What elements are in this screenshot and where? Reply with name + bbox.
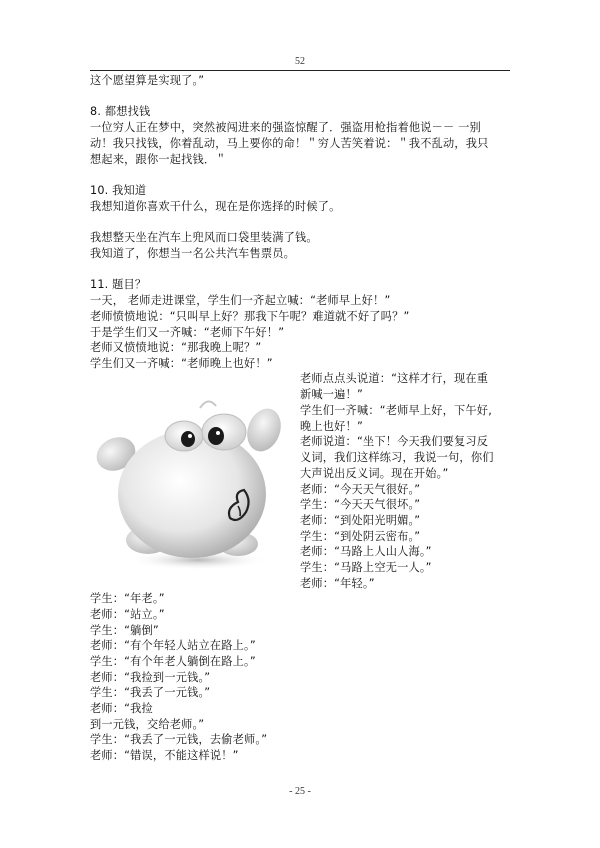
joke11-tail-line: 学生：“我丢了一元钱，去偷老师。” — [90, 733, 268, 746]
joke11-tail-line: 学生：“有个年老人躺倒在路上。” — [90, 655, 256, 668]
joke11-title: 11. 题目？ — [90, 278, 147, 291]
joke11-right-line: 老师：“今天天气很好。” — [300, 483, 421, 496]
joke11-tail-line: 老师：“站立。” — [90, 608, 165, 621]
joke10-line: 我想知道你喜欢干什么，现在是你选择的时候了。 — [90, 200, 341, 213]
joke8-line: 想起来，跟你一起找钱．＂ — [90, 153, 227, 166]
joke11-right-line: 老师点点头说道：“这样才行，现在重 — [300, 372, 489, 385]
continuation-line: 这个愿望算是实现了。” — [90, 74, 205, 87]
joke11-right-line: 老师：“到处阳光明媚。” — [300, 514, 421, 527]
plush-toy-photo — [88, 384, 296, 580]
joke8-line: 一位穷人正在梦中，突然被闯进来的强盗惊醒了．强盗用枪指着他说－－ 一别 — [90, 121, 481, 134]
joke11-line: 老师又愤愤地说：“那我晚上呢？” — [90, 341, 262, 354]
joke11-right-line: 老师：“年轻。” — [300, 577, 375, 590]
joke10-line: 我知道了，你想当一名公共汽车售票员。 — [90, 247, 295, 260]
joke11-line: 一天， 老师走进课堂，学生们一齐起立喊：“老师早上好！” — [90, 294, 391, 307]
joke11-tail-line: 老师：“错误，不能这样说！” — [90, 749, 239, 762]
header-page-number: 52 — [295, 56, 305, 67]
joke11-right-line: 学生：“到处阴云密布。” — [300, 530, 421, 543]
footer-page-number: - 25 - — [289, 786, 311, 797]
joke11-right-line: 义词，我们这样练习，我说一句，你们 — [300, 451, 494, 464]
joke11-tail-line: 学生：“年老。” — [90, 592, 165, 605]
joke11-right-line: 学生们一齐喊：“老师早上好，下午好, — [300, 404, 492, 417]
joke8-line: 动！我只找钱，你着乱动，马上要你的命！＂穷人苦笑着说：＂我不乱动，我只 — [90, 137, 489, 150]
joke11-right-line: 学生：“马路上空无一人。” — [300, 561, 432, 574]
joke11-tail-line: 学生：“我丢了一元钱。” — [90, 686, 211, 699]
joke11-tail-line: 老师：“我捡 — [90, 702, 153, 715]
joke11-right-line: 学生：“今天天气很坏。” — [300, 498, 421, 511]
joke11-tail-line: 老师：“我捡到一元钱。” — [90, 671, 211, 684]
joke11-tail-line: 老师：“有个年轻人站立在路上。” — [90, 639, 256, 652]
header-rule — [90, 70, 510, 71]
joke11-right-line: 新喊一遍！” — [300, 388, 363, 401]
joke11-right-line: 老师：“马路上人山人海。” — [300, 545, 432, 558]
joke10-line: 我想整天坐在汽车上兜风而口袋里装满了钱。 — [90, 231, 318, 244]
joke11-line: 老师愤愤地说：“只叫早上好？那我下午呢？难道就不好了吗？” — [90, 310, 410, 323]
joke11-right-line: 晚上也好！” — [300, 420, 363, 433]
joke11-tail-line: 到一元钱，交给老师。” — [90, 718, 205, 731]
joke11-tail-line: 学生：“躺倒” — [90, 624, 159, 637]
joke11-right-line: 大声说出反义词。现在开始。” — [300, 467, 449, 480]
joke11-right-line: 老师说道：“坐下！今天我们要复习反 — [300, 435, 489, 448]
joke8-title: 8. 都想找钱 — [90, 105, 151, 118]
joke10-title: 10. 我知道 — [90, 184, 147, 197]
joke11-line: 学生们又一齐喊：“老师晚上也好！” — [90, 357, 273, 370]
joke11-line: 于是学生们又一齐喊：“老师下午好！” — [90, 326, 285, 339]
